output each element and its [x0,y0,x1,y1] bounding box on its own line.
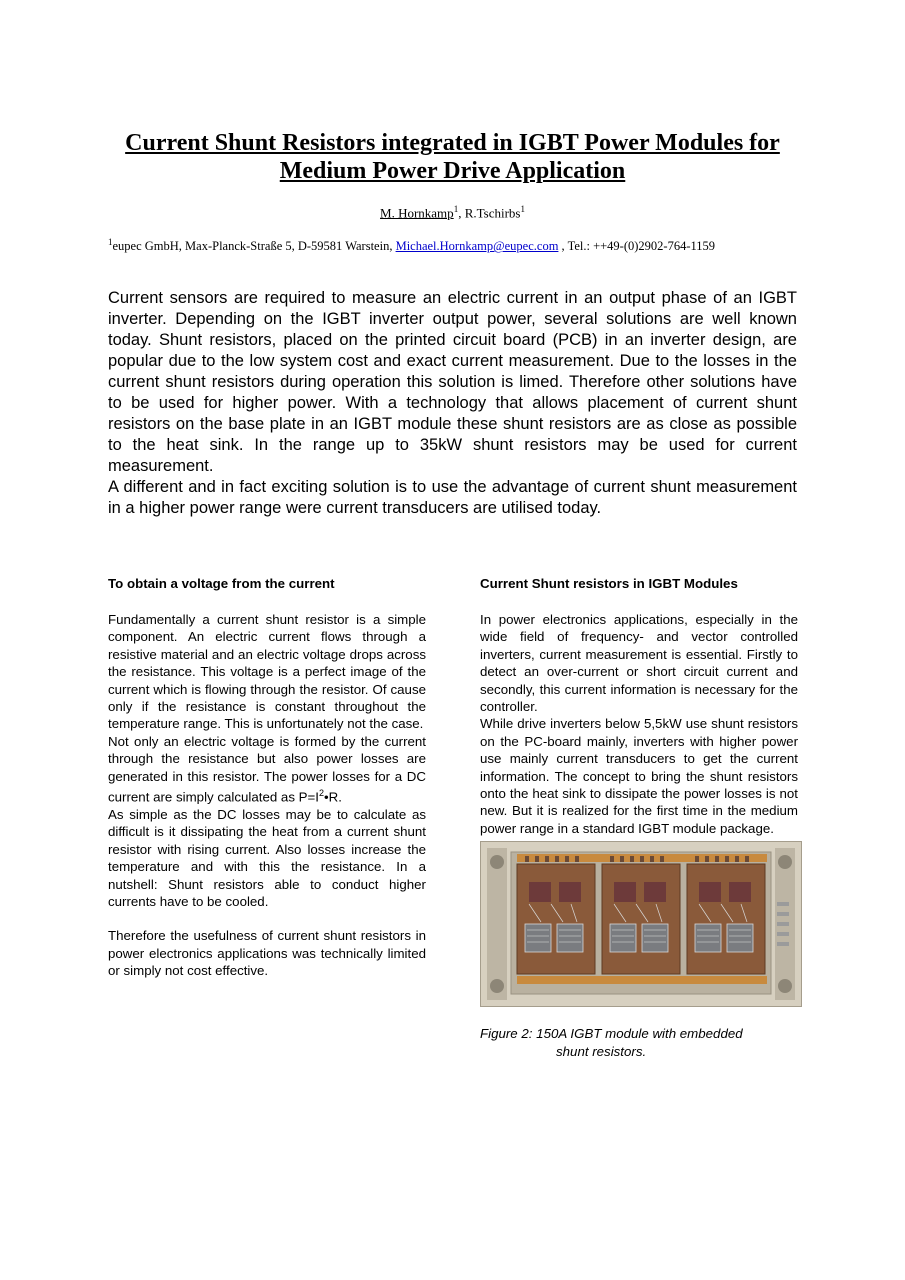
author-affil-marker: 1 [520,204,525,214]
section-heading: Current Shunt resistors in IGBT Modules [480,576,738,591]
author-separator: , [458,205,465,221]
author-affil-marker: 1 [453,204,459,214]
body-text: Not only an electric voltage is formed by the current through the resistance but also power losses are generated in this resistor. The power losses for a DC current are simply calculated as P=I [108,733,426,805]
right-column [480,575,798,1061]
figure-caption [480,1025,798,1061]
caption-line: shunt resistors. [556,1044,647,1060]
body-paragraph-power-losses [108,733,426,806]
abstract-paragraph: A different and in fact exciting solution is to use the advantage of current shunt measurement in a higher power range were current transducers are utilised today. [108,478,797,517]
abstract-paragraph: Current sensors are required to measure an electric current in an output phase of an IGBT inverter. Depending on the IGBT inverter output power, several solutions are well known today. Shunt resistors, placed on the printed circuit board (PCB) in an inverter design, are popular due to the low system cost and exact current measurement. Due to the losses in the current shunt resistors during operation this solution is limed. Therefore other solutions have to be used for higher power. With a technology that allows placement of current shunt resistors on the base plate in an IGBT module these shunt resistors are as close as possible to the heat sink. In the range up to 35kW shunt resistors may be used for current measurement. [108,289,797,475]
body-text: •R. [324,789,342,805]
body-paragraph: As simple as the DC losses may be to calculate as difficult is it dissipating the heat from a current shunt resistor with rising current. Also losses increase the temperature and with this the resistance. In a nutshell: Shunt resistors able to conduct higher currents have to be cooled. [108,806,426,909]
igbt-module-photo [480,841,802,1007]
body-paragraph: While drive inverters below 5,5kW use shunt resistors on the PC-board mainly, inverters with higher power use mainly current transducers to get the current information. The concept to bring the shunt resistors onto the heat sink to dissipate the power losses is not new. But it is realized for the first time in the medium power range in a standard IGBT module package. [480,716,798,836]
affiliation-line [108,237,808,254]
body-paragraph: Fundamentally a current shunt resistor is a simple component. An electric current flows through a resistive material and an electric voltage drops across the resistance. This voltage is a perfect image of the current which is flowing through the resistor. Of cause only if the resistance is constant throughout the temperature range. This is unfortunately not the case. [108,612,426,732]
superscript: 2 [319,788,325,799]
author-line [0,204,905,221]
body-paragraph: Therefore the usefulness of current shunt resistors in power electronics applications was technically limited or simply not cost effective. [108,928,426,979]
author-hornkamp: M. Hornkamp [380,205,454,221]
body-paragraph: In power electronics applications, especially in the wide field of frequency- and vector controlled inverters, current measurement is essential. Firstly to detect an over-current or short circuit current and secondly, this current information is necessary for the controller. [480,612,798,715]
author-tschirbs: R.Tschirbs [464,205,521,221]
left-column [108,575,426,980]
caption-line: Figure 2: 150A IGBT module with embedded [480,1026,743,1042]
paper-title: Current Shunt Resistors integrated in IGBT Power Modules for Medium Power Drive Application [125,130,780,184]
email-link[interactable]: Michael.Hornkamp@eupec.com [395,239,559,254]
section-heading: To obtain a voltage from the current [108,576,335,591]
affiliation-phone: , Tel.: ++49-(0)2902-764-1159 [558,239,716,254]
affiliation-text: eupec GmbH, Max-Planck-Straße 5, D-59581 Warstein, [112,239,396,254]
igbt-module-illustration [481,842,801,1006]
affiliation-marker: 1 [108,237,113,247]
abstract [108,288,797,519]
